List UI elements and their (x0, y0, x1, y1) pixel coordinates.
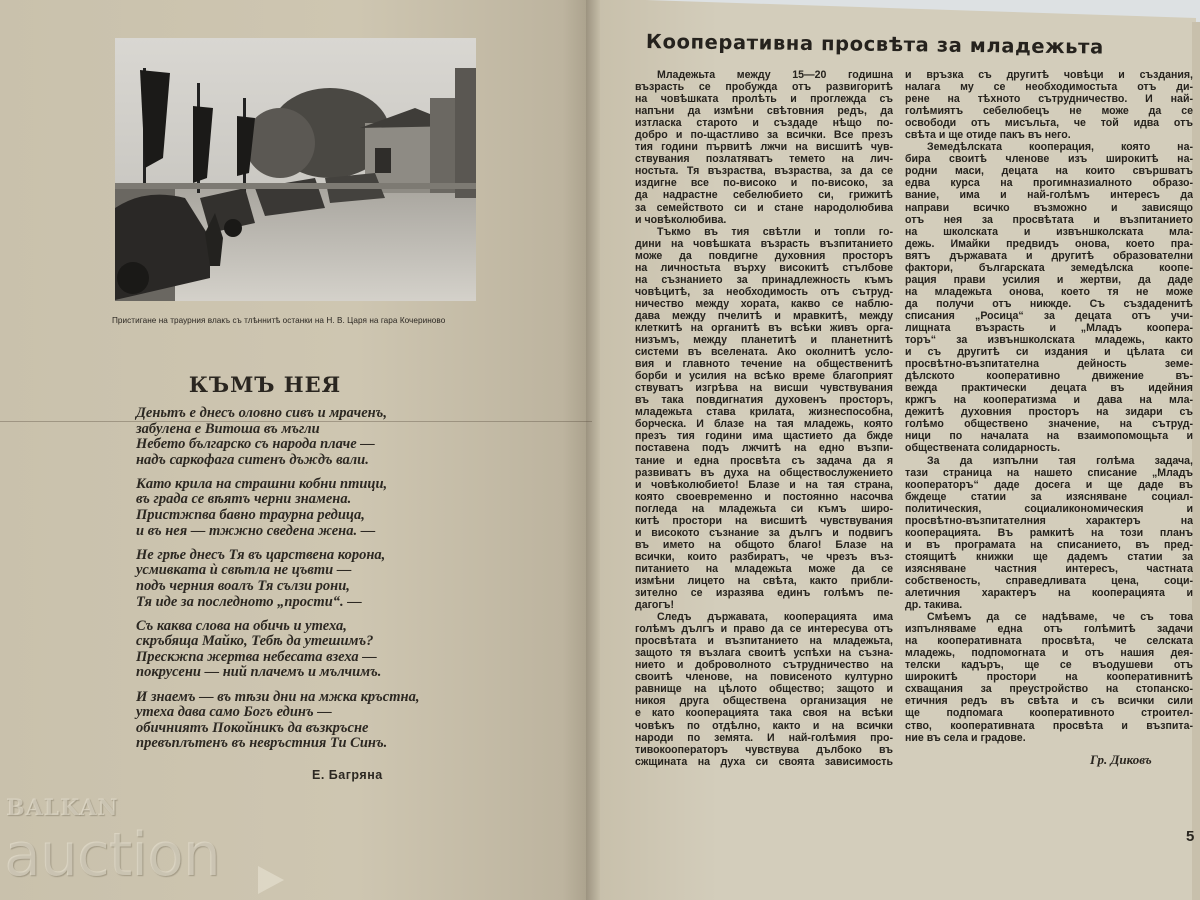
text-line: зително се изразява единъ голѣмъ пе- (635, 587, 893, 600)
text-line: тия години първитѣ лжчи на висшитѣ чув- (635, 141, 893, 154)
poem-line: скръбяща Майко, Тебѣ да утешимъ? (136, 633, 374, 650)
poem-line: покрусени — ний плачемъ и мълчимъ. (136, 664, 382, 681)
text-line: просвѣтно-възпитателна дейность земе- (905, 358, 1193, 371)
article-paragraph (635, 69, 893, 226)
text-line: е като кооперацията така своя на всѣки (635, 707, 893, 720)
text-line: свѣта и ще отиде пакъ въ него. (905, 129, 1071, 142)
poem-line: подъ черния воалъ Тя сълзи рони, (136, 577, 350, 594)
text-line: борби и усилия на всѣко време благоприят (635, 370, 893, 383)
poem-line: и въ нея — тжжно сведена жена. — (136, 522, 376, 539)
text-line: младежь, подпомогната и отъ нашия дея- (905, 647, 1193, 660)
page-number: 5 (1186, 828, 1195, 845)
text-line: човѣкъ по отдѣлно, както и на всички (635, 719, 893, 732)
text-line: за семейството си и стане народолюбива (635, 201, 893, 214)
text-line: освободи отъ мисъльта, че той идва отъ (905, 117, 1193, 130)
text-line: телски кадъръ, ще се въодушеви отъ (905, 659, 1193, 672)
text-line: бира своитѣ членове изъ широкитѣ на- (905, 153, 1193, 166)
text-line: дѣлското кооперативно движение въ- (905, 370, 1193, 383)
text-line: издигне все по-високо и по-високо, за (635, 177, 893, 190)
text-line: едва курса на прогимназиалното образо- (905, 177, 1193, 190)
text-line: на младежьта онова, което тя не може (905, 285, 1193, 298)
poem-stanza (136, 406, 436, 468)
text-line: на личностьта върху високитѣ стълбове (635, 261, 893, 274)
text-line: ничество между хората, какво се наблю- (635, 297, 893, 310)
text-line: напъни да измѣни свѣтовния редъ, да (635, 105, 893, 118)
poem-stanza (136, 477, 436, 539)
poem-line: въ града се вѣятъ черни знамена. (136, 491, 352, 508)
text-line: всички, които разбиратъ, че чрезъ въз- (635, 550, 893, 563)
text-line: стоящитѣ книжки ще дадемъ статии за (905, 550, 1193, 563)
text-line: и съ другитѣ си издания и цѣлата си (905, 346, 1193, 359)
text-line: списания „Росица“ за децата отъ учи- (905, 309, 1193, 322)
book-gutter (586, 0, 600, 900)
next-page-edge (1192, 22, 1200, 900)
text-line: фактори, българската земедѣлска коопе- (905, 261, 1193, 274)
poem-line: Небето българско съ народа плаче — (136, 436, 375, 453)
text-line: презъ тия години има щастието да бжде (635, 430, 893, 443)
text-line: и човѣколюбива. (635, 213, 727, 226)
text-line: на школската и извъншколската мла- (905, 225, 1193, 238)
text-line: родни маси, децата на които свършватъ (905, 165, 1193, 178)
text-line: политическия, социаликономическия и (905, 502, 1193, 515)
article-paragraph (905, 611, 1193, 744)
article-title: Кооперативна просвѣта за младежьта (645, 30, 1104, 59)
poem-stanza (136, 690, 436, 752)
text-line: низъмъ, между планетитѣ и планетнитѣ (635, 334, 893, 347)
text-line: схващания за преустройство на стопанско- (905, 683, 1193, 696)
text-line: дагогъ! (635, 599, 675, 612)
poem-stanza (136, 548, 436, 610)
play-arrow-icon (258, 866, 284, 894)
text-line: голѣмо обществено значение, на сътруд- (905, 418, 1193, 431)
article-paragraph (635, 226, 893, 612)
poem-body (136, 406, 436, 760)
poem-line: Прескжпа жертва небесата взеха — (136, 648, 377, 665)
text-line: Тъкмо въ тия свѣтли и топли го- (657, 225, 893, 238)
text-line: собственость, справедливата цена, соци- (905, 574, 1193, 587)
text-line: измѣни лицето на свѣта, както прибли- (635, 574, 893, 587)
text-line: ници по началата на взаимопомощьта и (905, 430, 1193, 443)
poem-line: Пристжпва бавно траурна редица, (136, 507, 365, 524)
text-line: и въ програмата на списанието, въ пред- (905, 538, 1193, 551)
article-signature: Гр. Диковъ (1090, 752, 1152, 767)
text-line: широкитѣ простори на кооперативнитѣ (905, 671, 1193, 684)
text-line: етичния редъ въ свѣта и съ всички сили (905, 695, 1193, 708)
poem-line: Деньтъ е днесъ оловно сивъ и мраченъ, (136, 405, 387, 421)
watermark-bottom-text: auction (4, 820, 220, 890)
poem-line: надъ саркофага ситенъ дъждъ вали. (136, 451, 369, 468)
article-paragraph (635, 611, 893, 768)
text-line: защото тя възлага своитѣ успѣхи на съзна- (635, 647, 893, 660)
text-line: изясняване частния интересъ, частната (905, 562, 1193, 575)
poem-line: Като крила на страшни кобни птици, (136, 475, 388, 492)
text-line: отъ нея за просвѣтата и възпитанието (905, 213, 1193, 226)
text-line: ствувания позлатяватъ темето на лич- (635, 153, 893, 166)
poem-line: Не грѣе днесъ Тя въ царствена корона, (136, 546, 386, 563)
text-line: вия и главното течение на общественитѣ (635, 358, 893, 371)
watermark-top-text: BALKAN (6, 795, 119, 821)
text-line: човѣцитѣ, за необходимость отъ сътруд- (635, 285, 893, 298)
text-line: поставена подъ лжчитѣ на едно възпи- (635, 442, 893, 455)
text-line: нието и доброволното сътрудничество на (635, 659, 893, 672)
text-line: лищната възрасть и „Младъ коопера- (905, 321, 1193, 334)
text-line: Смѣемъ да се надѣваме, че съ това (927, 611, 1193, 624)
text-line: своитѣ членове, на повисеното културно (635, 671, 893, 684)
article-column-right (905, 69, 1193, 744)
text-line: ние въ села и градове. (905, 731, 1026, 744)
funeral-train-photo (115, 38, 476, 301)
text-line: на съзнанието за принадлежность къмъ (635, 273, 893, 286)
text-line: просвѣтно-възпитателния характеръ на (905, 514, 1193, 527)
text-line: да надрастне себелюбието си, грижитѣ (635, 189, 893, 202)
text-line: вание, има и най-голѣмъ интересъ да (905, 189, 1193, 202)
text-line: дава между пчелитѣ и мравкитѣ, между (635, 309, 893, 322)
text-line: която своевременно и постоянно насочва (635, 490, 893, 503)
text-line: сжщината на духа си своята зависимость (635, 755, 893, 768)
text-line: дини на човѣшката възрасть възпитанието (635, 237, 893, 250)
poem-line: И знаемъ — въ тѣзи дни на мжка кръстна, (136, 688, 420, 705)
text-line: изпълняваме една отъ голѣмитѣ задачи (905, 623, 1193, 636)
text-line: китѣ простори на висшитѣ чувствувания (635, 514, 893, 527)
text-line: погледа на младежьта си къмъ широ- (635, 502, 893, 515)
text-line: вежда практически децата въ идейния (905, 382, 1193, 395)
text-line: кооперацията. Въ рамкитѣ на този планъ (905, 526, 1193, 539)
text-line: тивокооператоръ чувствува дълбоко въ (635, 743, 893, 756)
text-line: възрасть се пробужда отъ развигоритѣ (635, 81, 893, 94)
text-line: дежитѣ духовния просторъ на зидари съ (905, 406, 1193, 419)
text-line: ще подпомага кооперативното строител- (905, 707, 1193, 720)
text-line: направи всичко възможно и зависящо (905, 201, 1193, 214)
poem-author: Е. Багряна (312, 768, 383, 782)
text-line: Младежьта между 15—20 годишна (657, 69, 893, 81)
text-line: Земедѣлската кооперация, която на- (927, 141, 1193, 154)
text-line: развиватъ въ духа на обществослужението (635, 466, 893, 479)
text-line: просвѣтата и възпитанието на младежьта, (635, 635, 893, 648)
photo-caption: Пристигане на траурния влакъ съ тлѣннитѣ останки на Н. В. Царя на гара Кочериново (112, 316, 446, 325)
text-line: ствуватъ изгрѣва на висши чувствувания (635, 382, 893, 395)
text-line: рене на тѣхното сътрудничество. И най- (905, 93, 1193, 106)
text-line: дежь. Имайки предвидъ онова, което пра- (905, 237, 1193, 250)
text-line: народи по земята. И най-голѣмия про- (635, 731, 893, 744)
text-line: торъ“ за извъншколската младежь, както (905, 334, 1193, 347)
text-line: тази страница на нашето списание „Младъ (905, 466, 1193, 479)
article-paragraph (905, 69, 1193, 141)
text-line: въ името на общото благо! Блазе на (635, 538, 893, 551)
text-line: Следъ държавата, кооперацията има (657, 611, 893, 624)
text-line: системи въ вселената. Ако околнитѣ усло- (635, 346, 893, 359)
text-line: младежьта става крилата, жизнеспособна, (635, 406, 893, 419)
text-line: За да изпълни тая голѣма задача, (927, 454, 1193, 467)
text-line: да получи отъ никжде. Съ създаденитѣ (905, 297, 1193, 310)
text-line: добро и по-щастливо за всички. Все презъ (635, 129, 893, 142)
balkan-auction-watermark (6, 796, 296, 896)
poem-line: Съ каква слова на обичь и утеха, (136, 617, 347, 634)
text-line: рация прави усилия и жертви, да даде (905, 273, 1193, 286)
text-line: др. такива. (905, 599, 963, 612)
text-line: и човѣколюбието! Блазе и на тая страна, (635, 478, 893, 491)
text-line: на човѣшката пролѣть и проглежда съ (635, 93, 893, 106)
text-line: налага му се необходимостьта отъ ди- (905, 81, 1193, 94)
poem-stanza (136, 619, 436, 681)
article-paragraph (905, 141, 1193, 454)
text-line: бждеще статии за изясняване социал- (905, 490, 1193, 503)
text-line: голѣмъ дългъ и право да се интересува отъ (635, 623, 893, 636)
text-line: може да повдигне духовния просторъ (635, 249, 893, 262)
text-line: вятъ държавата и другитѣ образователни (905, 249, 1193, 262)
text-line: питанието на младежьта може да се (635, 562, 893, 575)
text-line: клеткитѣ на органитѣ въ всѣки живъ орга- (635, 321, 893, 334)
text-line: и високото съзнание за дългъ и подвигъ (635, 526, 893, 539)
text-line: кооператоръ“ даде досега и ще даде въ (905, 478, 1193, 491)
text-line: алетичния характеръ на кооперацията и (905, 587, 1193, 600)
text-line: на кооперативната просвѣта, че селската (905, 635, 1193, 648)
text-line: голѣмиятъ себелюбецъ не може да се (905, 105, 1193, 118)
text-line: ство, кооперативната просвѣта и възпита- (905, 719, 1193, 732)
poem-line: обичниятъ Покойникъ да възкръсне (136, 719, 369, 736)
text-line: обществената солидарность. (905, 442, 1061, 455)
poem-line: превъплътенъ въ невръстния Ти Синъ. (136, 735, 388, 752)
poem-line: Тя иде за последното „прости“. — (136, 593, 362, 610)
poem-line: утеха дава само Богъ единъ — (136, 704, 332, 721)
text-line: борческа. И блазе на тая младежь, която (635, 418, 893, 431)
article-paragraph (905, 455, 1193, 612)
poem-line: забулена е Витоша въ мъгли (136, 420, 320, 437)
poem-title: КЪМЪ НЕЯ (188, 372, 342, 397)
article-column-left (635, 69, 893, 768)
text-line: изтласка старото и създаде нѣщо по- (635, 117, 893, 130)
text-line: ностьта. Тя възраства, възраства, за да се (635, 165, 893, 178)
text-line: тание и една просвѣта съ задача да я (635, 454, 893, 467)
text-line: равнище на цѣлото общество; защото и (635, 683, 893, 696)
text-line: въ така повдигнатия духовенъ просторъ, (635, 394, 893, 407)
text-line: никоя друга обществена организация не (635, 695, 893, 708)
text-line: кржгъ на кооператизма и дава на мла- (905, 394, 1193, 407)
poem-line: усмивката ѝ свѣтла не цъвти — (136, 562, 352, 579)
text-line: и връзка съ другитѣ човѣци и създания, (905, 69, 1193, 81)
